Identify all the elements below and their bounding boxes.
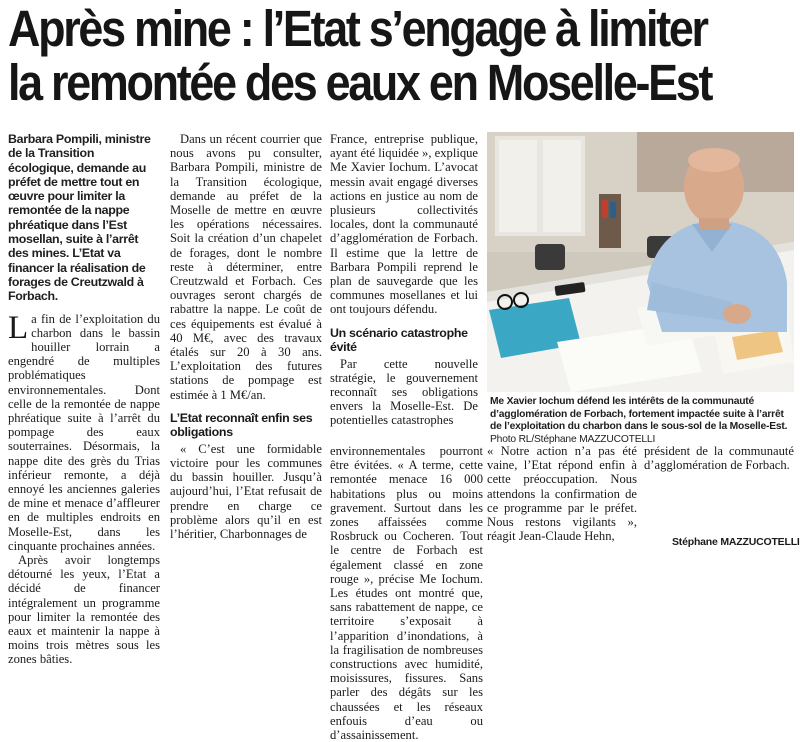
headline-line-1: Après mine : l’Etat s’engage à limiter — [8, 0, 707, 57]
article-paragraph-5-part-a: Par cette nouvelle stratégie, le gouvernement reconnaît ses obligations envers la Moselle-Est. De potentielles catastrophes — [330, 356, 478, 428]
article-paragraph-6-part-c: président de la communauté d’agglomération de Forbach. — [644, 444, 794, 473]
article-column-6 — [644, 444, 794, 536]
article-paragraph-1: La fin de l’exploitation du charbon dans le bassin houiller lorrain a engendré de multiples problématiques environnementales. Dont celle de la remontée de nappe phréatique suite à l’arrêt du pompage des eaux souterraines. Désormais, la nappe dite des grès du Trias inférieur remonte, a déjà ennoyé les anciennes galeries de mine et menace d’affleurer en de multiples endroits en Moselle-Est, dans les cinquante prochaines années. — [8, 309, 160, 553]
drop-cap: L — [8, 309, 29, 346]
article-paragraph-4-part-b: France, entreprise publique, ayant été liquidée », explique Me Xavier Iochum. L’avocat messin avait engagé diverses actions en justice au nom de plusieurs collectivités locales, dont la communauté d’agglomération de Forbach. Il estime que la lettre de Barbara Pompili reprend le plan de sauvegarde que les communes mosellanes et lui ont toujours défendu. — [330, 132, 478, 317]
article-paragraph-6-part-b: « Notre action n’a pas été vaine, l’Etat répond enfin à cette préoccupation. Nous attendons la confirmation de ce programme par le préfet. Nous restons vigilants », réagit Jean-Claude Hehn, — [487, 444, 637, 544]
headline — [8, 2, 794, 110]
author-signature: Stéphane MAZZUCOTELLI — [672, 536, 800, 548]
subhead-scenario: Un scénario catastrophe évité — [330, 325, 468, 354]
article-column-2 — [170, 132, 322, 546]
photo-caption-text: Me Xavier Iochum défend les intérêts de la communauté d’agglomération de Forbach, fortement impactée suite à l’arrêt de l’exploitation du charbon dans le sous-sol de la Moselle-Est. — [490, 396, 788, 433]
article-column-3 — [330, 132, 478, 440]
article-column-1 — [8, 132, 160, 667]
article-paragraph-3: Dans un récent courrier que nous avons pu consulter, Barbara Pompili, ministre de la Transition écologique, demande au préfet de la Moselle de mettre en œuvre les opérations nécessaires. Soit la création d’un chapelet de forages, dont le nombre reste à déterminer, entre Creutzwald et Forbach. Ces ouvrages seront chargés de rabattre la nappe. Le coût de ces équipements est évalué à 40 M€, avec des travaux étalés sur 20 à 30 ans. L’exploitation des futures stations de pompage est estimée à 1 M€/an. — [170, 132, 322, 402]
photo-illustration — [487, 132, 794, 392]
article-paragraph-2: Après avoir longtemps détourné les yeux, l’Etat a décidé de financer intégralement un programme pour limiter la remontée des eaux et maintenir la nappe à moins trois mètres sous les zones bâties. — [8, 553, 160, 667]
article-paragraph-4-part-a: « C’est une formidable victoire pour les communes du bassin houiller. Jusqu’à aujourd’hui, l’Etat refusait de prendre en charge ce problème alors qu’il en est l’héritier, Charbonnages de — [170, 441, 322, 542]
headline-line-2: la remontée des eaux en Moselle-Est — [8, 54, 712, 111]
photo-credit: Photo RL/Stéphane MAZZUCOTELLI — [490, 433, 656, 445]
article-paragraph-5-part-b: environnementales pourront être évitées. « A terme, cette remontée menace 16 000 habitations plus ou moins gravement. Surtout dans les zones affaissées comme Rosbruck ou Cocheren. Tout le centre de Forbach est également classé en zone rouge », précise Me Iochum. Les études ont montré que, sans rabattement de nappe, ce territoire s’exposait à l’apparition d’inondations, à la fragilisation de nombreuses constructions avec humidité, moisissures, fissures. Sans parler des dégâts sur les chaussées et les réseaux enfouis d’eau ou d’assainissement. — [330, 444, 483, 742]
article-column-5 — [487, 444, 637, 544]
article-lede: Barbara Pompili, ministre de la Transition écologique, demande au préfet de mettre tout en œuvre pour limiter la remontée de la nappe phréatique dans l’Est mosellan, suite à l’arrêt des mines. L’Etat va financer la réalisation de forages de Creutzwald à Forbach. — [8, 132, 151, 304]
photo-caption — [490, 396, 794, 446]
subhead-obligations: L’Etat reconnaît enfin ses obligations — [170, 410, 313, 439]
article-column-4 — [330, 444, 483, 742]
article-photo — [487, 132, 794, 392]
